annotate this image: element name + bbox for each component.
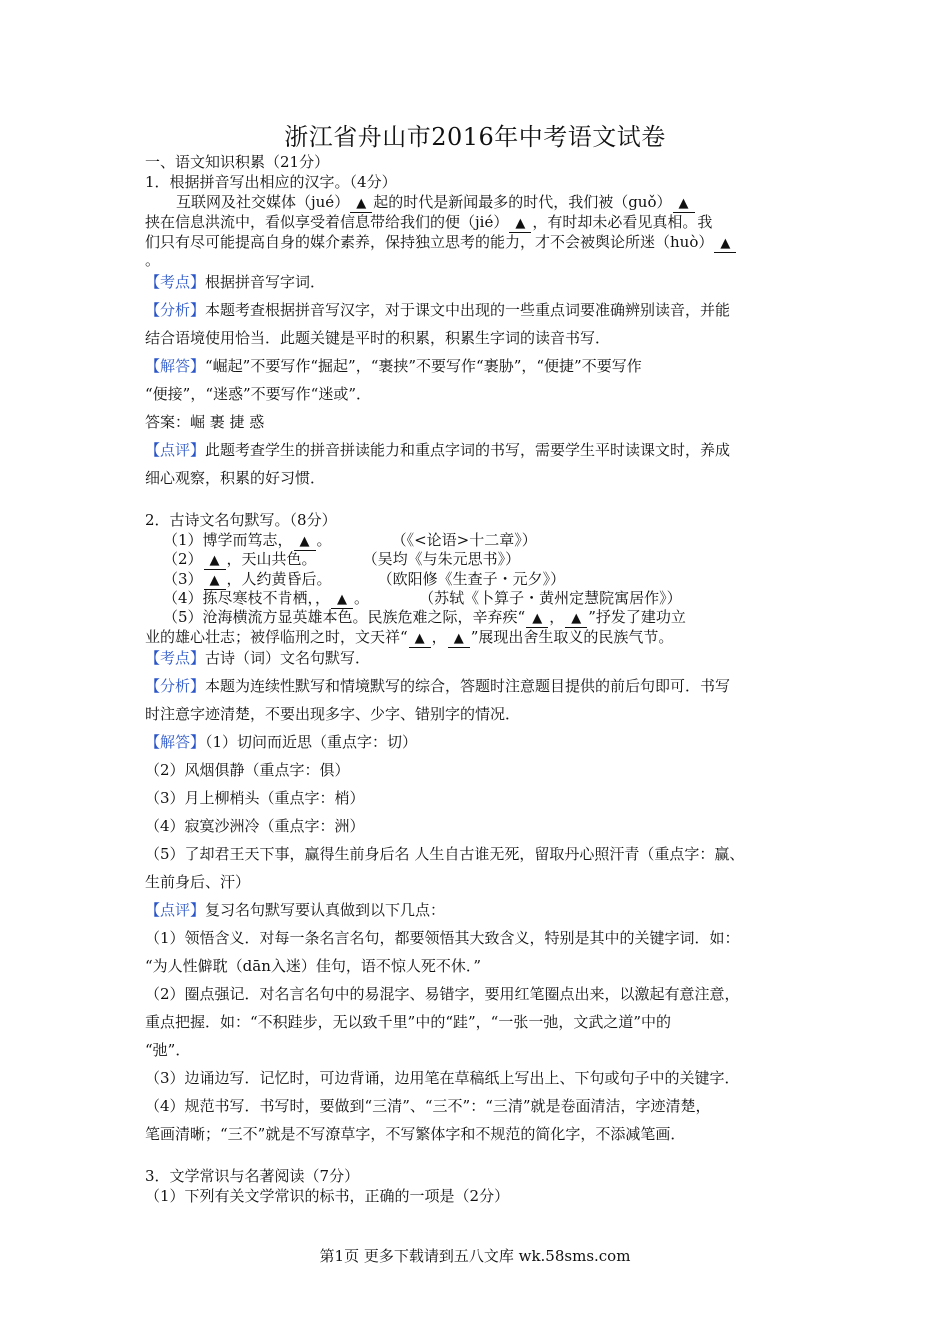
q2-dianping-2: （1）领悟含义．对每一条名言名句，都要领悟其大致含义，特别是其中的关键字词．如：: [145, 929, 740, 947]
page-footer: 第1页 更多下载请到五八文库 wk.58sms.com: [319, 1247, 631, 1265]
q1-text: 起的时代是新闻最多的时代，我们被（guǒ）: [373, 193, 672, 211]
q2-jieda-5: （5）了却君王天下事，赢得生前身后名 人生自古谁无死，留取丹心照汗青（重点字：赢、: [145, 845, 745, 863]
q2-jieda-3: （3）月上柳梢头（重点字：梢）: [145, 789, 365, 807]
dianping-text: 此题考查学生的拼音拼读能力和重点字词的书写，需要学生平时读课文时，养成: [205, 441, 731, 459]
answer-blank[interactable]: ▲: [673, 196, 695, 213]
fenxi-tag: 【分析】: [145, 301, 206, 319]
q1-text: ，有时却未必看见真相。我: [532, 213, 713, 231]
q2-source: （欧阳修《生查子・元夕》）: [377, 570, 566, 588]
q1-text: 们只有尽可能提高自身的媒介素养，保持独立思考的能力，才不会被舆论所迷（huò）: [145, 233, 714, 251]
q2-text: ，天山共色。: [226, 550, 317, 568]
kaodian-text: 根据拼音写字词．: [205, 273, 326, 291]
q2-item-3: [163, 569, 565, 590]
fenxi-tag: 【分析】: [145, 677, 206, 695]
q2-text: （4）拣尽寒枝不肯栖，，: [163, 589, 331, 607]
answer-blank[interactable]: ▲: [448, 631, 470, 648]
q2-jieda-6: 生前身后、汗）: [145, 873, 251, 891]
answer-blank[interactable]: ▲: [204, 553, 226, 570]
q2-dianping-8: （4）规范书写．书写时，要做到“三清”、“三不”：“三清”就是卷面清洁，字迹清楚，: [145, 1097, 711, 1115]
q1-passage-line-2: [145, 212, 712, 233]
q1-answer: 答案：崛 裹 捷 惑: [145, 413, 265, 431]
answer-blank[interactable]: ▲: [509, 216, 531, 233]
fenxi-text: 本题考查根据拼音写汉字，对于课文中出现的一些重点词要准确辨别读音，并能: [205, 301, 731, 319]
fenxi-text: 本题为连续性默写和情境默写的综合，答题时注意题目提供的前后句即可．书写: [205, 677, 731, 695]
q1-text: 互联网及社交媒体（jué）: [176, 193, 350, 211]
q1-kaodian: [145, 272, 325, 292]
dianping-tag: 【点评】: [145, 901, 206, 919]
q2-item-5: [163, 607, 686, 628]
page-title: 浙江省舟山市2016年中考语文试卷: [284, 123, 666, 151]
q1-dianping-cont: 细心观察，积累的好习惯．: [145, 469, 326, 487]
answer-blank[interactable]: ▲: [565, 611, 587, 628]
q2-text: 。: [316, 531, 332, 549]
q1-passage-line-3: [145, 232, 737, 253]
q1-fenxi: [145, 300, 730, 320]
q2-dianping-7: （3）边诵边写．记忆时，可边背诵，边用笔在草稿纸上写出上、下句或句子中的关键字．: [145, 1069, 740, 1087]
section-heading: 一、语文知识积累（21分）: [145, 153, 330, 171]
answer-blank[interactable]: ▲: [526, 611, 548, 628]
q2-dianping: [145, 900, 445, 920]
q1-text: 挟在信息洪流中，看似享受着信息带给我们的便（jié）: [145, 213, 509, 231]
q2-dianping-6: “弛”．: [145, 1041, 191, 1059]
q1-heading: 1．根据拼音写出相应的汉字。（4分）: [145, 173, 397, 191]
q2-text: ，: [431, 628, 447, 646]
q1-jieda: [145, 356, 642, 376]
dianping-text: 复习名句默写要认真做到以下几点：: [205, 901, 446, 919]
q1-fenxi-cont: 结合语境使用恰当．此题关键是平时的积累，积累生字词的读音书写．: [145, 329, 611, 347]
answer-blank[interactable]: ▲: [204, 573, 226, 590]
q2-jieda: [145, 732, 417, 752]
answer-blank[interactable]: ▲: [409, 631, 431, 648]
q2-text: ，: [549, 608, 565, 626]
kaodian-tag: 【考点】: [145, 273, 206, 291]
q2-text: 业的雄心壮志；被俘临刑之时，文天祥“: [145, 628, 408, 646]
q2-text: ，人约黄昏后。: [226, 570, 332, 588]
q2-item-1: [163, 530, 537, 551]
q2-text: （2）: [163, 550, 203, 568]
q2-fenxi-cont: 时注意字迹清楚，不要出现多字、少字、错别字的情况．: [145, 705, 521, 723]
q2-text: 。: [354, 589, 370, 607]
answer-blank[interactable]: ▲: [350, 196, 372, 213]
answer-blank[interactable]: ▲: [714, 236, 736, 253]
q2-jieda-4: （4）寂寞沙洲冷（重点字：洲）: [145, 817, 365, 835]
q2-text: ”展现出舍生取义的民族气节。: [470, 628, 674, 646]
q2-item-2: [163, 549, 520, 570]
q1-dianping: [145, 440, 730, 460]
q2-text: （1）博学而笃志，: [163, 531, 293, 549]
q1-passage-line-4: 。: [145, 251, 161, 269]
jieda-text: “崛起”不要写作“掘起”，“裹挟”不要写作“裹胁”，“便捷”不要写作: [205, 357, 642, 375]
answer-blank[interactable]: ▲: [294, 534, 316, 551]
q2-jieda-2: （2）风烟俱静（重点字：俱）: [145, 761, 350, 779]
dianping-tag: 【点评】: [145, 441, 206, 459]
q2-source: （吴均《与朱元思书》）: [362, 550, 521, 568]
jieda-tag: 【解答】: [145, 733, 206, 751]
answer-blank[interactable]: ▲: [331, 592, 353, 609]
q1-passage-line-1: [176, 192, 696, 213]
q2-source: （《<论语>十二章》）: [391, 531, 537, 549]
q2-item-4: [163, 588, 682, 609]
q2-source: （苏轼《卜算子・黄州定慧院寓居作》）: [419, 589, 682, 607]
q2-dianping-4: （2）圈点强记．对名言名句中的易混字、易错字，要用红笔圈点出来，以激起有意注意，: [145, 985, 740, 1003]
jieda-tag: 【解答】: [145, 357, 206, 375]
q3-sub-1: （1）下列有关文学常识的标书，正确的一项是（2分）: [145, 1187, 510, 1205]
q2-text: （5）沧海横流方显英雄本色。民族危难之际，辛弃疾“: [163, 608, 526, 626]
kaodian-tag: 【考点】: [145, 649, 206, 667]
q2-dianping-5: 重点把握．如：“不积跬步，无以致千里”中的“跬”，“一张一弛，文武之道”中的: [145, 1013, 672, 1031]
q3-heading: 3．文学常识与名著阅读（7分）: [145, 1167, 360, 1185]
q2-item-5-cont: [145, 627, 673, 648]
q2-text: ”抒发了建功立: [588, 608, 686, 626]
jieda-text: （1）切问而近思（重点字：切）: [205, 733, 418, 751]
q2-dianping-9: 笔画清晰；“三不”就是不写潦草字，不写繁体字和不规范的简化字，不添减笔画．: [145, 1125, 686, 1143]
q2-text: （3）: [163, 570, 203, 588]
q2-fenxi: [145, 676, 730, 696]
q2-dianping-3: “为人性僻耽（dān入迷）佳句，语不惊人死不休．”: [145, 957, 482, 975]
kaodian-text: 古诗（词）文名句默写．: [205, 649, 371, 667]
q2-kaodian: [145, 648, 370, 668]
q2-heading: 2．古诗文名句默写。（8分）: [145, 511, 337, 529]
q1-jieda-cont: “便接”，“迷惑”不要写作“迷或”．: [145, 385, 372, 403]
